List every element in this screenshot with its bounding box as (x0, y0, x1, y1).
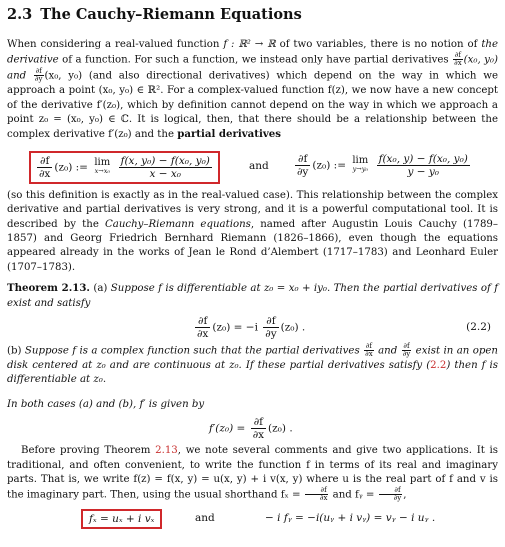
eq3-frac (251, 416, 266, 441)
p3-text-b: , we note several comments and give two applications. It is traditional, and often convenient, to write the function f in terms of its real and imaginary parts. That is, we write f(z) = f(x, y) = u(x, y) + i v(x, y) where u is the real part of f and v is the imaginary part. Then, using the usual shorthand f (7, 445, 499, 501)
eq1-def-right: := (333, 159, 346, 172)
b-dfdy-den: ∂y (402, 350, 411, 359)
boxed-fx-equation: fₓ = uₓ + i vₓ (81, 509, 162, 529)
p1-text-f: (x₀, y₀) (and also directional derivatives) which depend on the way in which we approach a point (x₀, y₀) ∈ ℝ². For a complex-valued function f(z), we now have a new concept of the derivative f′(z₀), which by definition cannot depend on the way in which we approach a point z₀ = (x₀, y₀) ∈ ℂ. It is logical, then, that there should be a relationship between the complex derivative f′(z₀) and the (7, 70, 498, 141)
eq1-left-num: ∂f (37, 155, 52, 168)
boxed-partial-x-definition (29, 151, 220, 184)
b-dfdx-num: ∂f (365, 342, 372, 351)
eq1-lfrac (119, 155, 212, 180)
p2-text-a: (so this definition is exactly as in the real-valued case). This relationship between the complex derivative and partial derivatives is very strong, and it is a powerful computational tool. It is described by the (7, 189, 498, 230)
section-heading (7, 0, 498, 28)
theorem-b-text4: ) then f is differentiable at z₀. (7, 360, 498, 386)
derivative-formula (7, 412, 498, 444)
p1-text-d: of a function. For such a function, we instead only have partial derivatives (58, 54, 453, 66)
p3-dfdy (379, 487, 403, 502)
equation-2-2-body (193, 315, 305, 340)
eq1-left-arg: (z₀) (54, 161, 73, 174)
eq22-rhs-den: ∂y (265, 328, 277, 341)
p3-dfdy-num: ∂f (379, 487, 403, 495)
both-cases-line (7, 398, 498, 412)
eq22-lhs-arg: (z₀) (212, 321, 231, 334)
fy-equation: − i fᵧ = −i(uᵧ + i vᵧ) = vᵧ − i uᵧ . (265, 512, 436, 525)
p1-math-f: f : ℝ² → ℝ (223, 39, 276, 50)
eq3-den: ∂x (252, 429, 265, 442)
proof-preface-paragraph (7, 444, 498, 503)
dfdy-den: ∂y (34, 75, 43, 84)
dfdy-small (34, 68, 44, 83)
dfdx-num: ∂f (454, 51, 461, 60)
eq1-rfrac (377, 153, 470, 178)
eq22-rhs-num: ∂f (263, 315, 278, 328)
p3-text-d: and f (329, 489, 359, 501)
eq1-left-den: ∂x (39, 167, 51, 180)
dfdx-small (453, 52, 463, 67)
eq22-rhs-arg: (z₀) . (280, 321, 306, 334)
eq1-lim-y-text: lim (352, 155, 369, 167)
p3-text-f: , (403, 489, 407, 501)
section-number: 2.3 (7, 6, 33, 23)
b-dfdy (402, 343, 412, 358)
theorem-part-b (7, 343, 498, 388)
p1-bold: partial derivatives (177, 128, 281, 141)
definition-equations (7, 147, 498, 189)
eq1-lfrac-den: x − x₀ (149, 167, 181, 180)
eq1-lim-x (94, 158, 110, 176)
eq1-lim-y-sub: y→y₀ (352, 165, 368, 174)
eq3-num: ∂f (251, 416, 266, 429)
eq1-lim-x-sub: x→x₀ (94, 167, 110, 176)
p3-dfdx (305, 487, 329, 502)
section-title: The Cauchy–Riemann Equations (40, 6, 302, 23)
theorem-part-a: (a) (93, 283, 108, 295)
eq1-rfrac-num: f(x₀, y) − f(x₀, y₀) (378, 152, 468, 165)
eq3-arg: (z₀) . (268, 422, 293, 435)
theorem-b-text1: Suppose f is a complex function such that the partial derivatives (21, 345, 364, 357)
eq1-def: := (75, 161, 88, 174)
b-dfdx-den: ∂x (365, 350, 373, 359)
theorem-part-b-label: (b) (7, 345, 22, 357)
cauchy-riemann-paragraph (7, 189, 498, 275)
eq1-right-num: ∂f (295, 153, 310, 166)
p1-text-b: of two variables, there is no notion of (275, 39, 482, 50)
eq22-equals: = −i (233, 321, 258, 334)
p3-text-a: Before proving Theorem (21, 445, 156, 457)
eq3-lhs: f′(z₀) = (209, 422, 246, 435)
p2-italic: Cauchy–Riemann equations (104, 218, 251, 230)
p3-dfdy-den: ∂y (393, 494, 402, 503)
eq22-lhs-den: ∂x (197, 328, 209, 341)
eq22-lhs-frac (195, 315, 210, 340)
dfdy-num: ∂f (35, 67, 42, 76)
theorem-label: Theorem 2.13. (7, 282, 90, 295)
partial-y-definition (293, 153, 472, 178)
p3-text-c: ₓ = (284, 489, 304, 501)
p3-dfdx-num: ∂f (305, 487, 329, 495)
theorem-a-text: Suppose f is differentiable at z₀ = x₀ + iy₀. Then the partial derivatives of f exist and satisfy (7, 283, 498, 309)
theorem-b-text2: and (374, 345, 401, 357)
eq1-right-frac (295, 153, 310, 178)
p3-text-e: ᵧ = (358, 489, 378, 501)
theorem-2-13 (7, 281, 498, 311)
equation-ref-link[interactable]: 2.2 (430, 360, 447, 371)
both-cases-text: In both cases (a) and (b), f′ is given by (7, 398, 205, 410)
theorem-ref-link[interactable]: 2.13 (155, 445, 178, 457)
eq22-rhs-frac (263, 315, 278, 340)
derivative-formula-body (209, 416, 293, 441)
eq1-right-den: ∂y (297, 165, 309, 178)
eq1-right-arg: (z₀) (312, 159, 331, 172)
b-dfdx (364, 343, 374, 358)
eq1-lim-x-text: lim (94, 157, 111, 169)
dfdx-den: ∂x (454, 59, 462, 68)
eq4-and: and (195, 512, 215, 525)
p2-text-b: , named after Augustin Louis Cauchy (1789–1857) and Georg Friedrich Bernhard Riemann (1826–1866), even though the equations appeared already in the works of Jean le Rond d’Alembert (1717–1783) and Leonhard Euler (1707–1783). (7, 218, 498, 273)
p1-text-e: (x₀, y₀) and (7, 54, 498, 82)
p1-text-c: the derivative (7, 39, 498, 66)
eq1-rfrac-den: y − y₀ (407, 165, 440, 178)
equation-tag: (2.2) (466, 321, 491, 334)
eq1-lfrac-num: f(x, y₀) − f(x₀, y₀) (120, 154, 210, 167)
eq1-and: and (249, 159, 269, 172)
eq22-lhs-num: ∂f (195, 315, 210, 328)
b-dfdy-num: ∂f (403, 342, 410, 351)
p3-dfdx-den: ∂x (319, 494, 328, 503)
p1-text-a: When considering a real-valued function (7, 39, 224, 50)
intro-paragraph (7, 38, 498, 143)
eq1-left-frac (37, 155, 52, 180)
eq1-lim-y (352, 156, 368, 174)
theorem-b-text3: exist in an open disk centered at z₀ and are continuous at z₀. If these partial derivatives satisfy ( (7, 345, 498, 371)
equation-2-2 (7, 311, 498, 343)
fx-equations (7, 507, 498, 533)
